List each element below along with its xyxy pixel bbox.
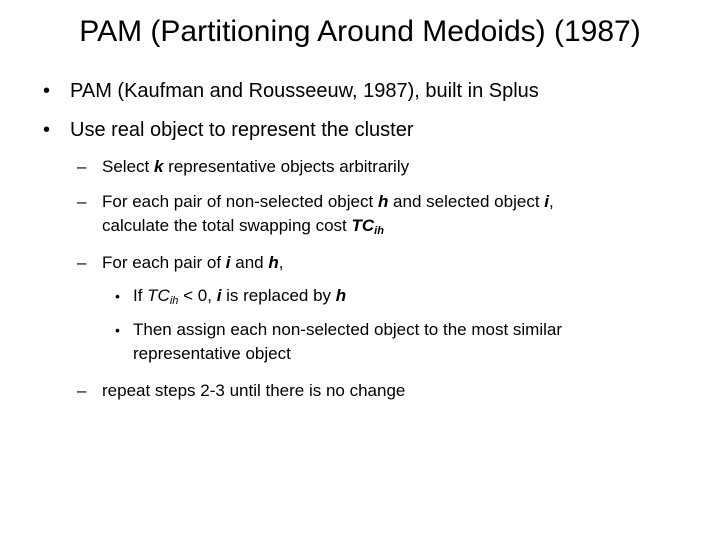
sub-item-pair-i-h bbox=[77, 251, 692, 275]
sub-text: is replaced by bbox=[221, 286, 336, 305]
sub-text: For each pair of bbox=[102, 253, 226, 272]
dash-marker: – bbox=[77, 381, 87, 400]
subsub-item-if bbox=[115, 284, 683, 308]
sub-text: If bbox=[133, 286, 148, 305]
dash-marker: – bbox=[77, 192, 87, 211]
sub-text: representative object bbox=[133, 344, 291, 363]
bullet-marker: • bbox=[115, 288, 120, 304]
sub-text: repeat steps 2-3 until there is no change bbox=[102, 381, 406, 400]
bullet-marker: • bbox=[43, 80, 51, 102]
sub-text: For each pair of non-selected object bbox=[102, 192, 378, 211]
bullet-item-real-object bbox=[43, 118, 690, 142]
sub-text: calculate the total swapping cost bbox=[102, 216, 352, 235]
sub-text: representative objects arbitrarily bbox=[163, 157, 410, 176]
sub-text: and selected object bbox=[388, 192, 545, 211]
subscript-ih: ih bbox=[374, 225, 384, 237]
var-h: h bbox=[268, 253, 279, 272]
var-h: h bbox=[335, 286, 347, 305]
bullet-item-pam bbox=[43, 79, 690, 103]
sub-item-each-pair bbox=[77, 190, 692, 238]
sub-text: Then assign each non-selected object to the most similar bbox=[133, 320, 563, 339]
var-i: i bbox=[216, 286, 222, 305]
bullet-text: PAM (Kaufman and Rousseeuw, 1987), built in Splus bbox=[70, 80, 539, 102]
var-tc: TC bbox=[351, 216, 375, 235]
subscript-ih: ih bbox=[169, 295, 179, 307]
subsub-item-assign bbox=[115, 318, 683, 366]
sub-text: < 0, bbox=[178, 286, 217, 305]
bullet-text: Use real object to represent the cluster bbox=[70, 119, 414, 141]
bullet-marker: • bbox=[115, 322, 120, 338]
var-h: h bbox=[377, 192, 389, 211]
sub-text: Select bbox=[102, 157, 154, 176]
var-tc: TC bbox=[147, 286, 170, 305]
sub-item-repeat bbox=[77, 379, 692, 403]
var-i: i bbox=[225, 253, 231, 272]
var-k: k bbox=[153, 157, 164, 176]
var-i: i bbox=[544, 192, 550, 211]
sub-text: and bbox=[230, 253, 269, 272]
sub-text: , bbox=[549, 192, 554, 211]
dash-marker: – bbox=[77, 253, 87, 272]
sub-text: , bbox=[278, 253, 284, 272]
dash-marker: – bbox=[77, 157, 87, 176]
slide-title: PAM (Partitioning Around Medoids) (1987) bbox=[79, 15, 641, 48]
sub-item-select bbox=[77, 155, 692, 179]
bullet-marker: • bbox=[43, 119, 51, 141]
